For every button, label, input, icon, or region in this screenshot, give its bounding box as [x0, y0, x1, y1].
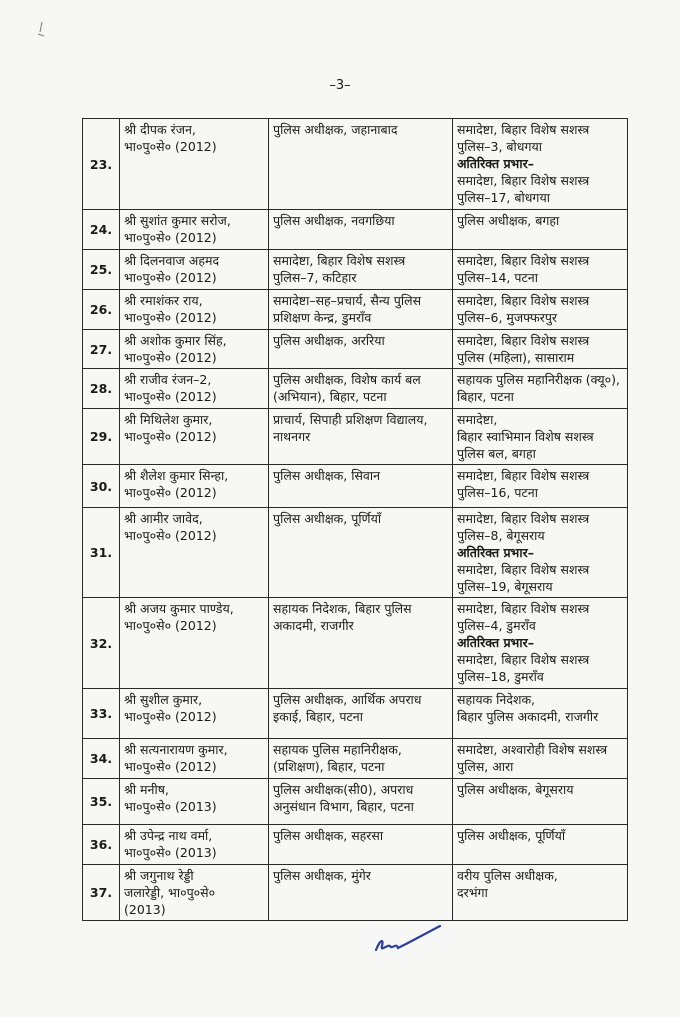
serial-number: 35. — [83, 779, 120, 825]
new-post-line: बिहार, पटना — [457, 389, 514, 404]
officer-name-line: श्री रमाशंकर राय, — [124, 293, 203, 308]
new-post-line: समादेष्टा, — [457, 412, 498, 427]
current-post — [269, 210, 453, 250]
table-row — [83, 210, 628, 250]
current-post-line: सहायक निदेशक, बिहार पुलिस — [273, 601, 412, 616]
current-post — [269, 119, 453, 210]
serial-number: 24. — [83, 210, 120, 250]
current-post — [269, 250, 453, 290]
new-post-line: बिहार स्वाभिमान विशेष सशस्त्र — [457, 429, 594, 444]
officer-name-line: जलारेड्डी, भा०पु०से० — [124, 885, 216, 900]
serial-number: 37. — [83, 865, 120, 921]
serial-number: 26. — [83, 290, 120, 330]
serial-number: 27. — [83, 330, 120, 369]
serial-number: 30. — [83, 465, 120, 508]
serial-number: 33. — [83, 689, 120, 739]
current-post-line: (प्रशिक्षण), बिहार, पटना — [273, 759, 385, 774]
officer-name — [120, 119, 269, 210]
new-post-line: अतिरिक्त प्रभार– — [457, 635, 534, 650]
serial-number: 31. — [83, 508, 120, 598]
new-post — [453, 865, 628, 921]
table-row — [83, 330, 628, 369]
new-post — [453, 210, 628, 250]
officer-name — [120, 598, 269, 689]
new-post — [453, 290, 628, 330]
new-post-line: पुलिस–19, बेगूसराय — [457, 579, 553, 594]
officer-name-line: श्री जगुनाथ रेड्डी — [124, 868, 194, 883]
officer-name — [120, 825, 269, 865]
new-post-line: पुलिस अधीक्षक, बगहा — [457, 213, 560, 228]
table-row — [83, 865, 628, 921]
new-post — [453, 465, 628, 508]
new-post-line: समादेष्टा, बिहार विशेष सशस्त्र — [457, 173, 590, 188]
serial-number: 29. — [83, 409, 120, 465]
current-post — [269, 465, 453, 508]
officer-name-line: भा०पु०से० (2013) — [124, 845, 217, 860]
new-post-line: पुलिस–6, मुजफ्फरपुर — [457, 310, 558, 325]
table-row — [83, 119, 628, 210]
officer-name-line: श्री सुशील कुमार, — [124, 692, 203, 707]
table-row — [83, 739, 628, 779]
new-post-line: अतिरिक्त प्रभार– — [457, 545, 534, 560]
officer-name-line: श्री अशोक कुमार सिंह, — [124, 333, 227, 348]
officer-name-line: श्री सत्यनारायण कुमार, — [124, 742, 228, 757]
officer-name — [120, 409, 269, 465]
officer-name — [120, 290, 269, 330]
new-post-line: पुलिस अधीक्षक, बेगूसराय — [457, 782, 574, 797]
table-row — [83, 825, 628, 865]
table-row — [83, 250, 628, 290]
signature-image — [372, 922, 442, 962]
new-post-line: समादेष्टा, बिहार विशेष सशस्त्र — [457, 122, 590, 137]
officer-name-line: भा०पु०से० (2012) — [124, 139, 217, 154]
new-post-line: वरीय पुलिस अधीक्षक, — [457, 868, 558, 883]
officer-name-line: श्री मनीष, — [124, 782, 169, 797]
serial-number: 32. — [83, 598, 120, 689]
current-post-line: प्राचार्य, सिपाही प्रशिक्षण विद्यालय, — [273, 412, 428, 427]
new-post-line: पुलिस–3, बोधगया — [457, 139, 542, 154]
current-post — [269, 330, 453, 369]
current-post-line: पुलिस–7, कटिहार — [273, 270, 357, 285]
officer-name-line: भा०पु०से० (2012) — [124, 485, 217, 500]
new-post — [453, 508, 628, 598]
table-row — [83, 369, 628, 409]
current-post — [269, 508, 453, 598]
new-post-line: दरभंगा — [457, 885, 488, 900]
serial-number: 34. — [83, 739, 120, 779]
officer-name-line: श्री उपेन्द्र नाथ वर्मा, — [124, 828, 213, 843]
officer-name-line: भा०पु०से० (2012) — [124, 709, 217, 724]
new-post-line: पुलिस–14, पटना — [457, 270, 538, 285]
new-post-line: पुलिस अधीक्षक, पूर्णियाँ — [457, 828, 566, 843]
current-post — [269, 409, 453, 465]
new-post-line: सहायक पुलिस महानिरीक्षक (क्यू०), — [457, 372, 620, 387]
officer-name — [120, 465, 269, 508]
officer-name-line: श्री आमीर जावेद, — [124, 511, 203, 526]
new-post-line: पुलिस बल, बगहा — [457, 446, 536, 461]
table-row — [83, 508, 628, 598]
current-post-line: पुलिस अधीक्षक, पूर्णियाँ — [273, 511, 382, 526]
officer-name — [120, 865, 269, 921]
officer-name-line: भा०पु०से० (2012) — [124, 310, 217, 325]
table-row — [83, 689, 628, 739]
new-post-line: समादेष्टा, बिहार विशेष सशस्त्र — [457, 253, 590, 268]
new-post — [453, 739, 628, 779]
officer-name-line: श्री मिथिलेश कुमार, — [124, 412, 213, 427]
officer-name-line: श्री सुशांत कुमार सरोज, — [124, 213, 231, 228]
new-post-line: बिहार पुलिस अकादमी, राजगीर — [457, 709, 599, 724]
current-post-line: पुलिस अधीक्षक, नवगछिया — [273, 213, 395, 228]
current-post — [269, 739, 453, 779]
current-post-line: पुलिस अधीक्षक(सी0), अपराध — [273, 782, 414, 797]
new-post-line: समादेष्टा, बिहार विशेष सशस्त्र — [457, 652, 590, 667]
table-row — [83, 598, 628, 689]
serial-number: 23. — [83, 119, 120, 210]
new-post — [453, 330, 628, 369]
current-post — [269, 865, 453, 921]
current-post-line: पुलिस अधीक्षक, सिवान — [273, 468, 381, 483]
new-post-line: पुलिस–4, डुमराँव — [457, 618, 536, 633]
officer-name — [120, 369, 269, 409]
officer-name — [120, 210, 269, 250]
new-post-line: पुलिस–17, बोधगया — [457, 190, 550, 205]
officer-name-line: श्री दिलनवाज अहमद — [124, 253, 220, 268]
current-post — [269, 779, 453, 825]
table-row — [83, 779, 628, 825]
officer-name — [120, 250, 269, 290]
current-post-line: नाथनगर — [273, 429, 311, 444]
officer-name-line: श्री शैलेश कुमार सिन्हा, — [124, 468, 229, 483]
new-post-line: समादेष्टा, बिहार विशेष सशस्त्र — [457, 468, 590, 483]
officer-name-line: भा०पु०से० (2013) — [124, 799, 217, 814]
officer-name — [120, 689, 269, 739]
officer-name-line: श्री अजय कुमार पाण्डेय, — [124, 601, 234, 616]
officer-name-line: श्री राजीव रंजन–2, — [124, 372, 212, 387]
current-post-line: पुलिस अधीक्षक, मुंगेर — [273, 868, 371, 883]
new-post-line: पुलिस–8, बेगूसराय — [457, 528, 545, 543]
officer-name-line: भा०पु०से० (2012) — [124, 230, 217, 245]
new-post-line: पुलिस, आरा — [457, 759, 514, 774]
current-post-line: समादेष्टा, बिहार विशेष सशस्त्र — [273, 253, 406, 268]
corner-mark — [30, 20, 50, 50]
officer-name-line: श्री दीपक रंजन, — [124, 122, 196, 137]
current-post-line: (अभियान), बिहार, पटना — [273, 389, 387, 404]
new-post — [453, 119, 628, 210]
officer-name-line: भा०पु०से० (2012) — [124, 759, 217, 774]
new-post — [453, 825, 628, 865]
officer-name-line: भा०पु०से० (2012) — [124, 350, 217, 365]
new-post-line: अतिरिक्त प्रभार– — [457, 156, 534, 171]
new-post-line: समादेष्टा, बिहार विशेष सशस्त्र — [457, 601, 590, 616]
current-post-line: पुलिस अधीक्षक, आर्थिक अपराध — [273, 692, 422, 707]
serial-number: 28. — [83, 369, 120, 409]
new-post-line: समादेष्टा, अश्वारोही विशेष सशस्त्र — [457, 742, 608, 757]
officer-name-line: भा०पु०से० (2012) — [124, 389, 217, 404]
new-post-line: पुलिस (महिला), सासाराम — [457, 350, 575, 365]
transfer-table — [82, 118, 628, 921]
current-post-line: पुलिस अधीक्षक, अररिया — [273, 333, 385, 348]
current-post-line: पुलिस अधीक्षक, सहरसा — [273, 828, 384, 843]
officer-name — [120, 739, 269, 779]
table-body — [83, 119, 628, 921]
current-post — [269, 369, 453, 409]
current-post-line: इकाई, बिहार, पटना — [273, 709, 363, 724]
new-post — [453, 598, 628, 689]
new-post — [453, 779, 628, 825]
current-post-line: पुलिस अधीक्षक, जहानाबाद — [273, 122, 398, 137]
new-post-line: समादेष्टा, बिहार विशेष सशस्त्र — [457, 293, 590, 308]
current-post-line: समादेष्टा–सह–प्रचार्य, सैन्य पुलिस — [273, 293, 422, 308]
current-post-line: प्रशिक्षण केन्द्र, डुमराँव — [273, 310, 372, 325]
new-post — [453, 689, 628, 739]
new-post-line: पुलिस–18, डुमराँव — [457, 669, 544, 684]
table-row — [83, 409, 628, 465]
new-post — [453, 409, 628, 465]
new-post-line: समादेष्टा, बिहार विशेष सशस्त्र — [457, 511, 590, 526]
officer-name-line: भा०पु०से० (2012) — [124, 528, 217, 543]
officer-name-line: (2013) — [124, 902, 166, 917]
officer-name — [120, 779, 269, 825]
current-post-line: अनुसंधान विभाग, बिहार, पटना — [273, 799, 414, 814]
new-post-line: समादेष्टा, बिहार विशेष सशस्त्र — [457, 562, 590, 577]
officer-name-line: भा०पु०से० (2012) — [124, 270, 217, 285]
table-row — [83, 290, 628, 330]
current-post — [269, 689, 453, 739]
new-post — [453, 250, 628, 290]
current-post — [269, 290, 453, 330]
serial-number: 25. — [83, 250, 120, 290]
new-post-line: सहायक निदेशक, — [457, 692, 536, 707]
new-post-line: पुलिस–16, पटना — [457, 485, 538, 500]
current-post-line: पुलिस अधीक्षक, विशेष कार्य बल — [273, 372, 421, 387]
officer-name-line: भा०पु०से० (2012) — [124, 618, 217, 633]
officer-name-line: भा०पु०से० (2012) — [124, 429, 217, 444]
current-post-line: सहायक पुलिस महानिरीक्षक, — [273, 742, 402, 757]
officer-name — [120, 508, 269, 598]
new-post — [453, 369, 628, 409]
officer-name — [120, 330, 269, 369]
current-post — [269, 825, 453, 865]
current-post-line: अकादमी, राजगीर — [273, 618, 354, 633]
page-number: –3– — [329, 78, 351, 93]
current-post — [269, 598, 453, 689]
table-row — [83, 465, 628, 508]
serial-number: 36. — [83, 825, 120, 865]
new-post-line: समादेष्टा, बिहार विशेष सशस्त्र — [457, 333, 590, 348]
